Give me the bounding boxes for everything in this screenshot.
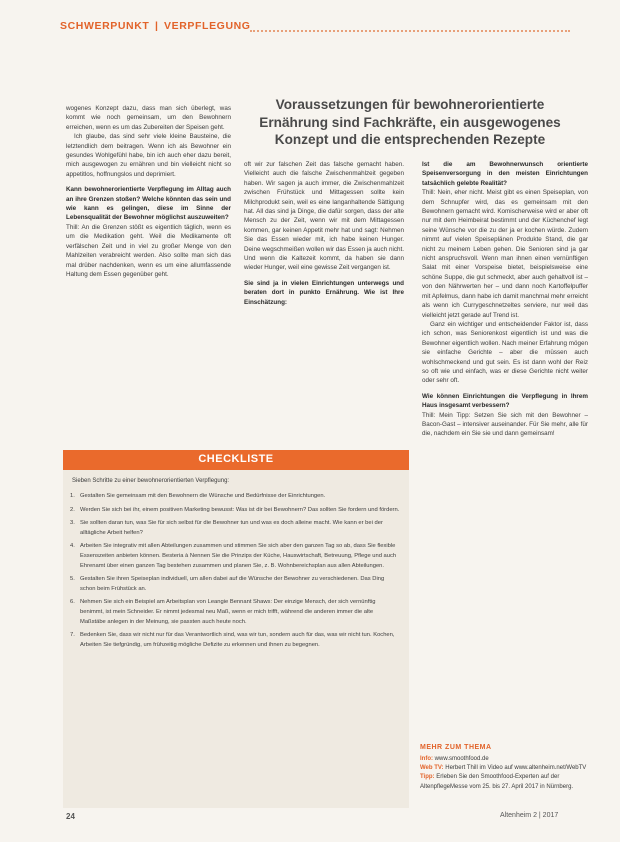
checklist-item-text: Gestalten Sie ihren Speiseplan individuell, um allen dabei auf die Wünsche der Bewohner zu verschiedenen. Das Ding schon beim Frühstück an.: [80, 576, 385, 592]
left-paragraph-1: wogenes Konzept dazu, dass man sich überlegt, was kommt wie noch gemeinsam, um den Bewohnern erreichen, wenn es um das Zubereiten der Speisen geht.: [66, 105, 231, 131]
checklist-item-text: Gestalten Sie gemeinsam mit den Bewohnern die Wünsche und Bedürfnisse der Einrichtungen.: [80, 493, 326, 499]
more-info-line: [420, 773, 590, 791]
checklist-item-number: 2.: [70, 506, 75, 513]
right-question-2: Wie können Einrichtungen die Verpflegung in Ihrem Haus insgesamt verbessern?: [422, 392, 588, 410]
checklist-item-text: Sie sollten daran tun, was Sie für sich selbst für die Bewohner tun und was es doch alleine macht. Wie kann er bei der alltägliche Arbeit helfen?: [80, 520, 383, 536]
article-headline: Voraussetzungen für bewohnerorientierte Ernährung sind Fachkräfte, ein ausgewogenes Konzept und die entsprechenden Rezepte: [259, 97, 561, 147]
more-info-text: www.smoothfood.de: [434, 756, 489, 762]
checklist-item-text: Nehmen Sie sich ein Beispiel am Arbeitsplan von Leangie Bennant Shaws: Der einzige Mensch, der sich vernünftig benimmt, ist mein Schneider. Er nimmt jedesmal neu Maß, wenn er mich trifft, während die anderen immer die alte Maßstäbe anlegen in der Meinung, sie passten auch heute noch.: [80, 599, 376, 625]
more-info-box: [420, 744, 590, 792]
checklist-item-number: 6.: [70, 599, 75, 606]
checklist-item-number: 3.: [70, 520, 75, 527]
right-question-1: Ist die am Bewohnerwunsch orientierte Speisenversorgung in den meisten Einrichtungen tatsächlich gelebte Realität?: [422, 161, 588, 187]
checklist-title: CHECKLISTE: [198, 453, 274, 465]
page-number: 24: [66, 812, 75, 821]
section-header: [60, 20, 251, 32]
checklist-item-text: Werden Sie sich bei ihr, einem positiven Marketing bewusst: Was ist dir bei Bewohnern? Das sollten Sie fordern und fördern.: [80, 506, 400, 513]
middle-column: [244, 160, 404, 307]
checklist-item-number: 7.: [70, 632, 75, 639]
checklist-item: [70, 492, 400, 502]
more-info-line: [420, 755, 590, 764]
checklist-item-number: 5.: [70, 576, 75, 583]
checklist-item-text: Bedenken Sie, dass wir nicht nur für das Verantwortlich sind, was wir tun, sondern auch für das, was wir nicht tun. Kochen, Arbeiten Sie tiefgründig, um frühzeitig mögliche Defizite zu erkennen und ihnen zu begegnen.: [80, 632, 395, 648]
middle-paragraph-1: oft wir zur falschen Zeit das falsche gemacht haben. Vielleicht auch die falsche Zwischenmahlzeit gegeben haben. Wir sagen ja auch immer, die Zwischenmahlzeit zwischen Frühstück und Mittagessen sollte kein Milchprodukt sein, weil es eine langanhaltende Sättigung hat. All das sind ja Dinge, die dafür sorgen, dass der alte Mensch zu der Zeit, wenn wir mit dem Mittagessen kommen, gar keinen Appetit mehr hat und sagt: Nehmen Sie das Essen wieder mit, ich habe keinen Hunger. Deine wegschmeißen wollen wir das Essen ja auch nicht. Und wenn die Kaltezeit kommt, da haben sie dann wieder Hunger, weil eine gewisse Zeit vergangen ist.: [244, 161, 404, 272]
header-dotted-rule: [250, 30, 570, 32]
checklist-item: [70, 631, 400, 650]
left-column: [66, 104, 231, 279]
checklist-item-text: Arbeiten Sie integrativ mit allen Abteilungen zusammen und stimmen Sie sich aber den ganzen Tag so ab, dass Sie flexible Essenszeiten anbieten können. Besteria à Nennen Sie die Prinzips der Küche, Hauswirtschaft, Betreuung, Pflege und auch Ehrenamt über einen ganzen Tag bestehen zusammen und planen Sie, z. B. Wohnbereichsplan aus allen Abteilungen.: [80, 543, 397, 569]
checklist-item: [70, 506, 400, 516]
checklist-header: [63, 450, 409, 470]
more-info-text: Erleben Sie den Smoothfood-Experten auf der AltenpflegeMesse vom 25. bis 27. April 2017 in Nürnberg.: [420, 774, 574, 790]
left-question-1: Kann bewohnerorientierte Verpflegung im Alltag auch an ihre Grenzen stoßen? Welche könnten das sein und wie kann es gelingen, diese im Sinne der Lebensqualität der Bewohner möglichst auszuweiten?: [66, 186, 231, 222]
checklist-item: [70, 598, 400, 627]
right-paragraph-3: Thill: Mein Tipp: Setzen Sie sich mit den Bewohner – Bacon-Gast – intensiver auseinander. Für Sie mehr, alle für die, nachdem ein Sie sie und dann gemeinsam!: [422, 411, 588, 438]
header-separator: |: [154, 20, 159, 32]
left-paragraph-3: Thill: An die Grenzen stößt es eigentlich täglich, wenn es um die Medikation geht. Weil die Medikamente oft verfälschen Zeit und in viel zu großer Menge von den Mahlzeiten verabreicht werden. Also sollte man sich das mal drüber nachdenken, wenn es um eine allumfassende Haltung dem Essen gegenüber geht.: [66, 223, 231, 278]
section-label: SCHWERPUNKT: [60, 20, 150, 32]
checklist-item: [70, 575, 400, 594]
more-info-label: Web TV:: [420, 765, 444, 772]
more-info-label: Tipp:: [420, 774, 435, 781]
left-paragraph-2: Ich glaube, das sind sehr viele kleine Bausteine, die letztendlich dem beitragen. Wenn ich als Bewohner ein gesundes Wohlgefühl habe, bin ich auch eher dazu bereit, mich ausgewogen zu ernähren und bin vielleicht nicht so appetitlos, hoffnungslos und deprimiert.: [66, 133, 231, 178]
right-column: [422, 160, 588, 439]
right-paragraph-1: Thill: Nein, eher nicht. Meist gibt es einen Speiseplan, von dem Schnupfer wird, das es gemeinsam mit den Bewohnern gemacht wird. Komischerweise wird er aber oft nur mit dem Heimbeirat bestimmt und der Küchenchef legt seine Wünsche vor die zu der ja er kochen würde. Zudem nimmt auf vielen Speiseplänen Produkte Stand, die gar nicht zu meinem Leben gehen. Die Senioren sind ja gar nicht anspruchsvoll. Wenn man ihnen einen vernünftigen Salat mit einer Vorspeise bietet, beispielsweise eine schöne Suppe, die gut schmeckt, aber auch gehaltvoll ist – von den Nährwerten her – und dann noch Kartoffelpuffer mit Apfelmus, dann habe ich damit manchmal mehr erreicht als wenn ich Currygeschnetzeltes serviere, nur weil das vielleicht jetzt gerade auf Trend ist.: [422, 189, 588, 319]
checklist-intro: Sieben Schritte zu einer bewohnerorientierten Verpflegung:: [72, 478, 230, 484]
checklist-item-number: 1.: [70, 493, 75, 499]
middle-question-1: Sie sind ja in vielen Einrichtungen unterwegs und beraten dort in punkto Ernährung. Wie ist Ihre Einschätzung:: [244, 279, 404, 306]
checklist-item-number: 4.: [70, 543, 75, 550]
more-info-text: Herbert Thill im Video auf www.altenheim.net/WebTV: [445, 765, 587, 772]
more-info-label: Info:: [420, 756, 433, 762]
more-info-title: MEHR ZUM THEMA: [420, 744, 492, 751]
checklist-item: [70, 542, 400, 571]
issue-label: Altenheim 2 | 2017: [500, 812, 559, 819]
topic-label: VERPFLEGUNG: [164, 20, 251, 32]
checklist-item: [70, 519, 400, 538]
right-paragraph-2: Ganz ein wichtiger und entscheidender Faktor ist, dass ich schon, was Seniorenkost eigentlich ist und was die Bewohner eigentlich wollen. Nach meiner Erfahrung mögen sie einfache Gerichte – aber die müssen auch wohlschmeckend und gut sein. Es ist dann wohl der Reiz so oft wie und einfach, was er diese Gerichte nicht weiter oder sehr oft.: [422, 320, 588, 385]
more-info-line: [420, 764, 590, 773]
checklist-items: [70, 492, 400, 654]
